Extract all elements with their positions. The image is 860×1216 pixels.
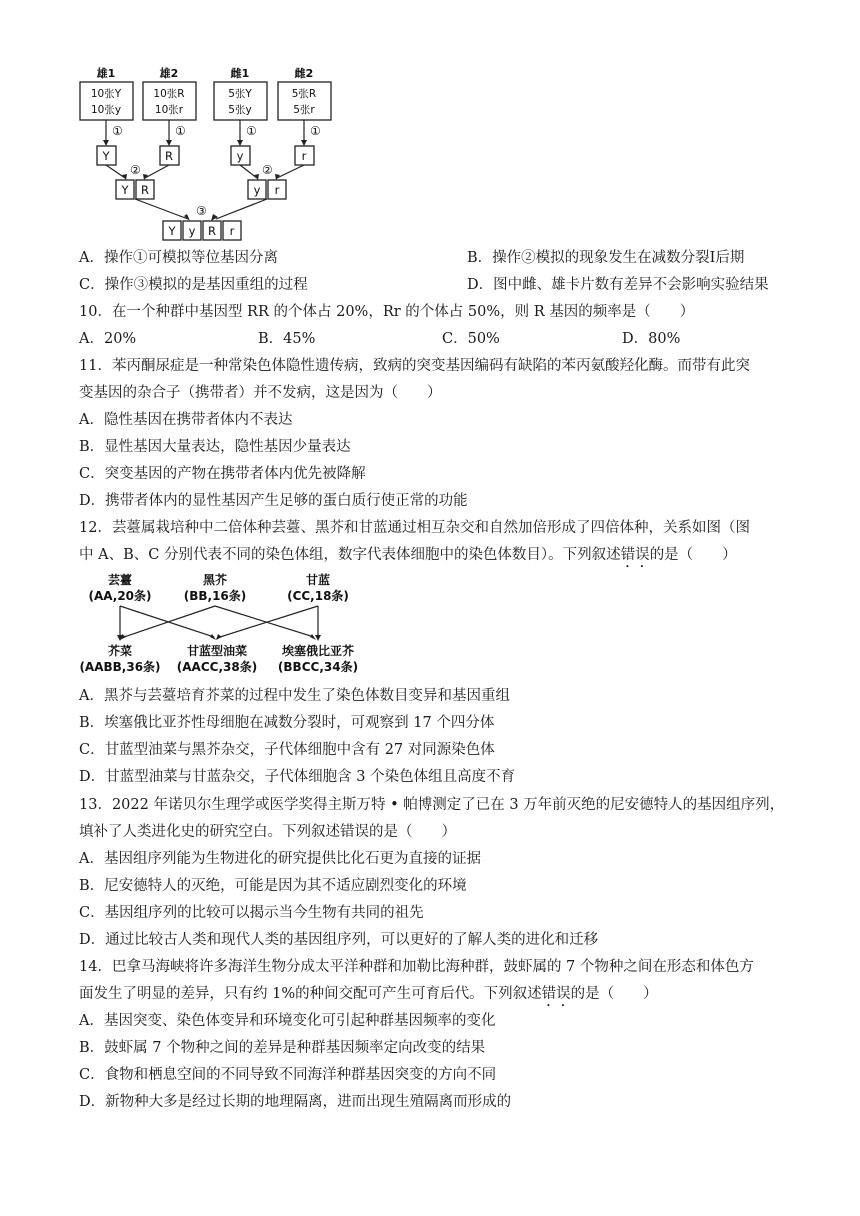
- card-label: r: [229, 224, 235, 238]
- card-label: y: [253, 183, 261, 197]
- q10-stem: 10．在一个种群中基因型 RR 的个体占 20%，Rr 的个体占 50%，则 R 基因的频率是（ ）: [79, 304, 695, 320]
- operation-2-label: ②: [262, 163, 273, 177]
- q13-option-a: A．基因组序列能为生物进化的研究提供比化石更为直接的证据: [79, 851, 481, 867]
- q11-option-b: B．显性基因大量表达，隐性基因少量表达: [79, 439, 351, 455]
- q9-option-a: A．操作①可模拟等位基因分离: [79, 250, 278, 266]
- q14-option-c: C．食物和栖息空间的不同导致不同海洋种群基因突变的方向不同: [79, 1067, 497, 1083]
- q11-option-a: A．隐性基因在携带者体内不表达: [79, 412, 293, 428]
- q12-stem: 12．芸薹属栽培种中二倍体种芸薹、黑芥和甘蓝通过相互杂交和自然加倍形成了四倍体种，关系如图（图: [79, 520, 750, 536]
- q13-option-c: C．基因组序列的比较可以揭示当今生物有共同的祖先: [79, 905, 424, 921]
- q14-stem: 14．巴拿马海峡将许多海洋生物分成太平洋种群和加勒比海种群，鼓虾属的 7 个物种之间在形态和体色方: [79, 959, 754, 975]
- card-label: Y: [121, 183, 129, 197]
- card-label: r: [301, 149, 307, 163]
- card-count-line: 5张r: [293, 104, 315, 116]
- q12-option-d: D．甘蓝型油菜与甘蓝杂交，子代体细胞含 3 个染色体组且高度不育: [79, 769, 516, 785]
- card-simulation-diagram: [70, 62, 340, 244]
- q11-stem: 11．苯丙酮尿症是一种常染色体隐性遗传病，致病的突变基因编码有缺陷的苯丙氨酸羟化酶。而带有此突: [79, 358, 750, 374]
- q12-emphasis: 错误: [620, 547, 650, 563]
- q11-stem: 变基因的杂合子（携带者）并不发病，这是因为（ ）: [79, 385, 442, 401]
- q14-option-b: B．鼓虾属 7 个物种之间的差异是种群基因频率定向改变的结果: [79, 1040, 486, 1056]
- q14-stem-text: 的是（ ）: [570, 986, 658, 1002]
- operation-3-label: ③: [196, 204, 207, 218]
- q9-option-c: C．操作③模拟的是基因重组的过程: [79, 277, 308, 293]
- q12-stem-text: 中 A、B、C 分别代表不同的染色体组，数字代表体细胞中的染色体数目）。下列叙述: [79, 547, 621, 563]
- parent-name: 黑芥: [202, 573, 228, 587]
- q9-option-b: B．操作②模拟的现象发生在减数分裂Ⅰ后期: [467, 250, 745, 266]
- operation-1-label: ①: [310, 124, 321, 138]
- group-title-male2: 雄2: [159, 67, 179, 80]
- q14-option-d: D．新物种大多是经过长期的地理隔离，进而出现生殖隔离而形成的: [79, 1094, 512, 1110]
- q11-option-d: D．携带者体内的显性基因产生足够的蛋白质行使正常的功能: [79, 493, 468, 509]
- q14-emphasis: 错误: [541, 986, 571, 1002]
- operation-1-label: ①: [112, 124, 123, 138]
- card-label: r: [274, 183, 280, 197]
- parent-name: 甘蓝: [305, 573, 331, 587]
- parent-info: (BB,16条): [183, 589, 247, 603]
- card-count-line: 10张y: [90, 104, 122, 116]
- q11-option-c: C．突变基因的产物在携带者体内优先被降解: [79, 466, 366, 482]
- q14-option-a: A．基因突变、染色体变异和环境变化可引起种群基因频率的变化: [79, 1013, 496, 1029]
- operation-1-label: ①: [246, 124, 257, 138]
- operation-2-label: ②: [130, 163, 141, 177]
- q12-option-c: C．甘蓝型油菜与黑芥杂交，子代体细胞中含有 27 对同源染色体: [79, 742, 495, 758]
- q13-option-d: D．通过比较古人类和现代人类的基因组序列，可以更好的了解人类的进化和迁移: [79, 932, 599, 948]
- q12-stem-text: 的是（ ）: [649, 547, 737, 563]
- child-info: (BBCC,34条): [277, 660, 359, 674]
- group-title-female2: 雌2: [294, 67, 314, 80]
- q13-stem: 13．2022 年诺贝尔生理学或医学奖得主斯万特 • 帕博测定了已在 3 万年前灭绝的尼安德特人的基因组序列，: [79, 797, 785, 813]
- q12-option-b: B．埃塞俄比亚芥性母细胞在减数分裂时，可观察到 17 个四分体: [79, 715, 495, 731]
- child-name: 芥菜: [107, 644, 133, 658]
- parent-info: (AA,20条): [88, 589, 152, 603]
- card-label: R: [165, 149, 173, 163]
- q13-stem: 填补了人类进化史的研究空白。下列叙述错误的是（ ）: [79, 824, 456, 840]
- parent-name: 芸薹: [107, 573, 133, 587]
- group-title-female1: 雌1: [230, 67, 250, 80]
- card-count-line: 10张Y: [90, 88, 122, 100]
- child-info: (AABB,36条): [79, 660, 161, 674]
- group-title-male1: 雄1: [96, 67, 116, 80]
- q12-option-a: A．黑芥与芸薹培育芥菜的过程中发生了染色体数目变异和基因重组: [79, 688, 510, 704]
- card-label: Y: [168, 224, 176, 238]
- card-count-line: 10张R: [153, 88, 185, 100]
- q10-option-c: C．50%: [442, 331, 500, 347]
- q14-stem-text: 面发生了明显的差异，只有约 1%的种间交配可产生可育后代。下列叙述: [79, 986, 542, 1002]
- card-count-line: 5张R: [291, 88, 317, 100]
- q10-option-d: D．80%: [622, 331, 681, 347]
- operation-1-label: ①: [175, 124, 186, 138]
- card-count-line: 5张Y: [228, 88, 252, 100]
- card-count-line: 10张r: [154, 104, 184, 116]
- brassica-relationship-diagram: [76, 570, 376, 680]
- card-label: R: [141, 183, 149, 197]
- parent-info: (CC,18条): [287, 589, 349, 603]
- q10-option-a: A．20%: [79, 331, 137, 347]
- child-name: 埃塞俄比亚芥: [281, 644, 355, 658]
- card-label: Y: [102, 149, 110, 163]
- card-label: R: [208, 224, 216, 238]
- card-label: y: [236, 149, 244, 163]
- child-info: (AACC,38条): [176, 660, 258, 674]
- card-count-line: 5张y: [228, 104, 252, 116]
- q10-option-b: B．45%: [258, 331, 316, 347]
- child-name: 甘蓝型油菜: [186, 644, 248, 658]
- q12-stem: [79, 545, 737, 571]
- q14-stem: [79, 984, 658, 1010]
- q9-option-d: D．图中雌、雄卡片数有差异不会影响实验结果: [467, 277, 769, 293]
- q13-option-b: B．尼安德特人的灭绝，可能是因为其不适应剧烈变化的环境: [79, 878, 467, 894]
- card-label: y: [188, 224, 196, 238]
